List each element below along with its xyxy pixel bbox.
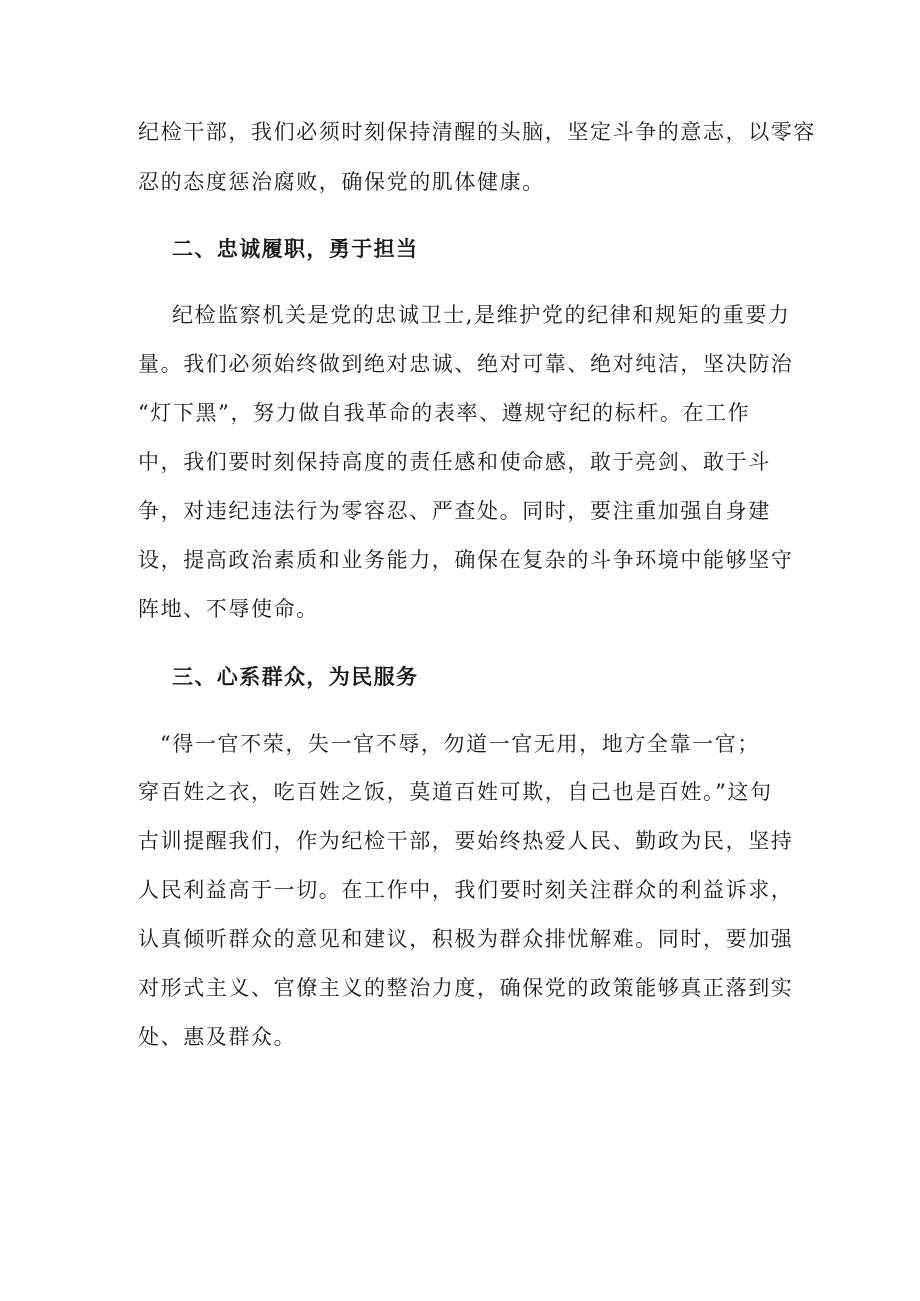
section-3-line-5: 认真倾听群众的意见和建议，积极为群众排忧解难。同时，要加强 [138, 927, 794, 951]
section-2-line-4: 中，我们要时刻保持高度的责任感和使命感，敢于亮剑、敢于斗 [138, 450, 771, 474]
intro-line-2: 忍的态度惩治腐败，确保党的肌体健康。 [138, 170, 545, 194]
intro-line-1: 纪检干部，我们必须时刻保持清醒的头脑，坚定斗争的意志，以零容 [138, 120, 816, 144]
section-2-heading: 二、忠诚履职，勇于担当 [172, 237, 419, 261]
section-2-line-6: 设，提高政治素质和业务能力，确保在复杂的斗争环境中能够坚守 [138, 548, 794, 572]
section-3-line-2: 穿百姓之衣，吃百姓之饭，莫道百姓可欺，自己也是百姓。”这句 [138, 780, 773, 804]
section-2-line-1: 纪检监察机关是党的忠诚卫士,是维护党的纪律和规矩的重要力 [172, 303, 791, 327]
section-3-heading: 三、心系群众，为民服务 [172, 665, 419, 689]
section-2-line-3: “灯下黑”，努力做自我革命的表率、遵规守纪的标杆。在工作 [138, 401, 751, 425]
section-3-line-6: 对形式主义、官僚主义的整治力度，确保党的政策能够真正落到实 [138, 976, 794, 1000]
section-2-line-2: 量。我们必须始终做到绝对忠诚、绝对可靠、绝对纯洁，坚决防治 [138, 352, 794, 376]
section-3-line-4: 人民利益高于一切。在工作中，我们要时刻关注群众的利益诉求， [138, 878, 794, 902]
section-3-line-7: 处、惠及群众。 [138, 1025, 297, 1049]
section-2-line-7: 阵地、不辱使命。 [138, 597, 319, 621]
section-3-line-3: 古训提醒我们，作为纪检干部，要始终热爱人民、勤政为民，坚持 [138, 829, 794, 853]
section-2-line-5: 争，对违纪违法行为零容忍、严查处。同时，要注重加强自身建 [138, 499, 771, 523]
section-3-line-1: “得一官不荣，失一官不辱，勿道一官无用，地方全靠一官； [160, 732, 760, 756]
